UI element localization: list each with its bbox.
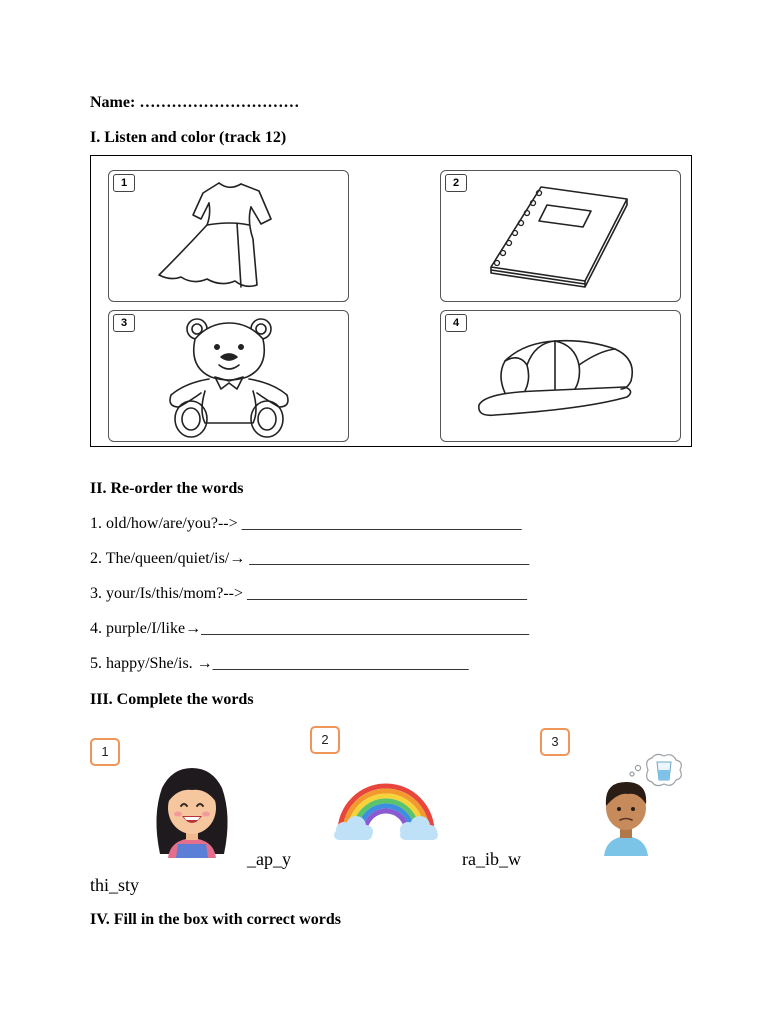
- reorder-line-1: 1. old/how/are/you?--> ___________________________________: [90, 515, 522, 532]
- reorder-line-4: 4. purple/I/like→_________________________________________: [90, 620, 530, 637]
- complete-word-2: ra_ib_w: [462, 849, 521, 869]
- picture-panel-3: [108, 310, 349, 442]
- section-4-title: IV. Fill in the box with correct words: [90, 911, 341, 928]
- dress-icon: [149, 179, 309, 297]
- section-3-title: III. Complete the words: [90, 691, 254, 708]
- reorder-line-2: 2. The/queen/quiet/is/→ ___________________________________: [90, 550, 530, 567]
- listen-color-frame: [90, 155, 692, 447]
- complete-word-1: _ap_y: [247, 849, 291, 869]
- picture-panel-4: [440, 310, 681, 442]
- reorder-line-3: 3. your/Is/this/mom?--> ___________________________________: [90, 585, 528, 602]
- complete-word-3: thi_sty: [90, 875, 140, 895]
- cap-icon: [475, 331, 647, 421]
- teddy-bear-icon: [149, 315, 309, 441]
- picture-number-4: 4: [445, 314, 467, 332]
- picture-number-2: 2: [445, 174, 467, 192]
- smiling-girl-icon: [150, 766, 232, 858]
- notebook-icon: [485, 181, 635, 297]
- picture-number-3: 3: [113, 314, 135, 332]
- section-2-title: II. Re-order the words: [90, 480, 244, 497]
- complete-number-1: 1: [90, 738, 120, 766]
- rainbow-icon: [330, 776, 442, 842]
- complete-number-2: 2: [310, 726, 340, 754]
- picture-number-1: 1: [113, 174, 135, 192]
- name-label: Name: …………………………: [90, 94, 300, 111]
- reorder-line-5: 5. happy/She/is. →________________________________: [90, 655, 469, 672]
- section-1-title: I. Listen and color (track 12): [90, 129, 287, 146]
- complete-number-3: 3: [540, 728, 570, 756]
- picture-panel-1: [108, 170, 349, 302]
- thirsty-boy-icon: [598, 752, 684, 856]
- picture-panel-2: [440, 170, 681, 302]
